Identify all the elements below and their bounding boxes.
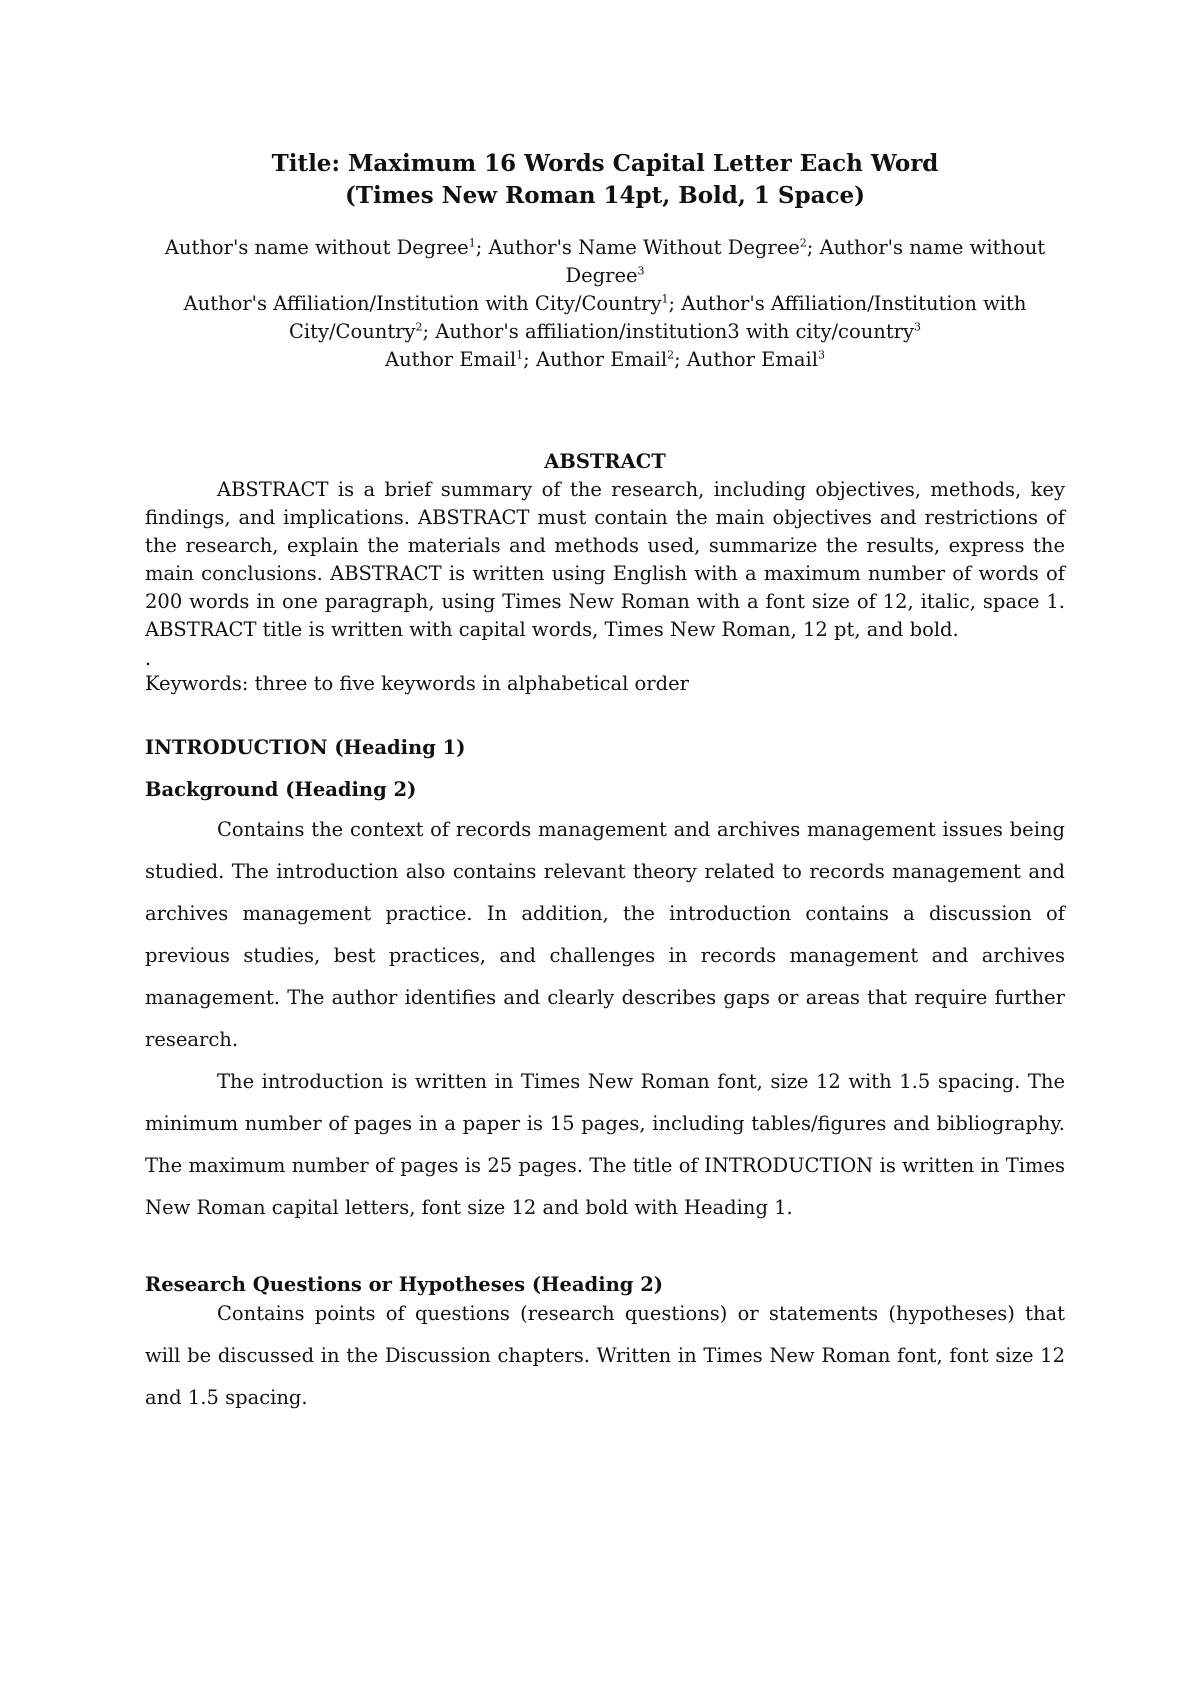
affiliation-3-sup: 3 [914,320,922,334]
author-names: Author's name without Degree$^1$; Author's Name Without Degree$^2$; Author's name without Degree$^3$ [164,236,1046,287]
keywords: Keywords: three to five keywords in alphabetical order [145,672,689,695]
background-heading: Background (Heading 2) [145,778,417,801]
paper-title [145,148,1065,212]
author-email-3: Author Email [686,348,818,371]
introduction-heading: INTRODUCTION (Heading 1) [145,736,466,759]
author-email-1: Author Email [385,348,517,371]
author-name-3-cont: Degree [565,264,638,287]
background-paragraph-1: Contains the context of records management and archives management issues being studied. The introduction also contains relevant theory related to records management and archives management practice. In addition, the introduction contains a discussion of previous studies, best practices, and challenges in records management and archives management. The author identifies and clearly describes gaps or areas that require further research. [145,818,1065,1051]
abstract-heading: ABSTRACT [544,450,666,473]
author-name-3-sup: 3 [637,264,645,278]
affiliation-1-sup: 1 [661,292,669,306]
background-paragraph-2: The introduction is written in Times New Roman font, size 12 with 1.5 spacing. The minimum number of pages in a paper is 15 pages, including tables/figures and bibliography. The maximum number of pages is 25 pages. The title of INTRODUCTION is written in Times New Roman capital letters, font size 12 and bold with Heading 1. [145,1070,1065,1219]
page-content [145,148,1065,1419]
affiliation-1: Author's Affiliation/Institution with City/Country [183,292,662,315]
author-name-1-sup: 1 [468,236,476,250]
research-questions-paragraph: Contains points of questions (research questions) or statements (hypotheses) that will be discussed in the Discussion chapters. Written in Times New Roman font, font size 12 and 1.5 spacing. [145,1302,1065,1409]
author-email-2-sup: 2 [667,348,675,362]
author-name-2: Author's Name Without Degree [488,236,800,259]
authors-block [145,234,1065,374]
author-name-1: Author's name without Degree [164,236,469,259]
title-line-2: (Times New Roman 14pt, Bold, 1 Space) [344,182,865,209]
affiliation-3: Author's affiliation/institution3 with city/country [435,320,915,343]
author-affiliations: Author's Affiliation/Institution with City/Country$^1$; Author's Affiliation/Institution with City/Country$^2$; Author's affiliation/institution3 with city/country$^3$ [183,292,1027,343]
affiliation-2-cont: City/Country [288,320,416,343]
research-questions-heading: Research Questions or Hypotheses (Heading 2) [145,1273,663,1296]
affiliation-2-sup: 2 [415,320,423,334]
author-name-2-sup: 2 [799,236,807,250]
author-name-3: Author's name without [819,236,1046,259]
author-email-3-sup: 3 [817,348,825,362]
affiliation-2: Author's Affiliation/Institution with [681,292,1027,315]
abstract-dot: . [145,647,152,670]
title-line-1: Title: Maximum 16 Words Capital Letter Each Word [271,150,939,177]
author-emails: Author Email$^1$; Author Email$^2$; Author Email$^3$ [385,348,825,371]
author-email-2: Author Email [535,348,668,371]
author-email-1-sup: 1 [516,348,524,362]
abstract-body: ABSTRACT is a brief summary of the research, including objectives, methods, key findings, and implications. ABSTRACT must contain the main objectives and restrictions of the research, explain the materials and methods used, summarize the results, express the main conclusions. ABSTRACT is written using English with a maximum number of words of 200 words in one paragraph, using Times New Roman with a font size of 12, italic, space 1. ABSTRACT title is written with capital words, Times New Roman, 12 pt, and bold. [145,478,1065,641]
